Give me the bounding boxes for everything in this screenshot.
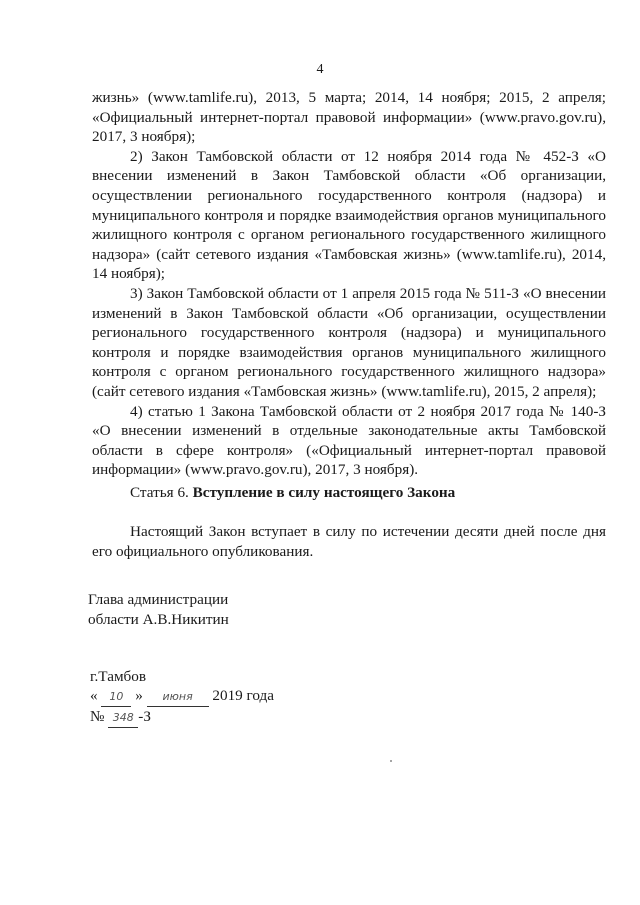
number-suffix: -З — [138, 708, 151, 725]
date-year: 2019 года — [212, 687, 275, 704]
date-day: 10 — [101, 687, 131, 707]
footer-number — [90, 707, 274, 728]
date-quote-close: » — [135, 687, 143, 704]
list-of-repealed-laws — [92, 88, 606, 480]
page-number: 4 — [316, 62, 324, 77]
date-quote-open: « — [90, 687, 98, 704]
date-month: июня — [147, 687, 209, 707]
signature-line-2: области А.В.Никитин — [88, 610, 229, 628]
footer-date — [90, 686, 274, 707]
article-heading — [130, 484, 610, 502]
signature-line-1: Глава администрации — [88, 591, 229, 608]
paragraph-0: жизнь» (www.tamlife.ru), 2013, 5 марта; 2014, 14 ноября; 2015, 2 апреля; «Официальный интернет-портал правовой информации» (www.pravo.gov.ru), 2017, 3 ноября); — [92, 89, 606, 146]
signature-block — [88, 590, 229, 629]
footer-city: г.Тамбов — [90, 668, 147, 685]
document-footer — [90, 667, 274, 728]
article-number: Статья 6. — [130, 484, 189, 501]
paragraph-1: 2) Закон Тамбовской области от 12 ноября 2014 года № 452-З «О внесении изменений в Закон Тамбовской области «Об организации, осуществлении регионального государственного контроля (надзора) и муниципального контроля и порядке взаимодействия органов муниципального жилищного контроля с органом регионального государственного жилищного надзора» (сайт сетевого издания «Тамбовская жизнь» (www.tamlife.ru), 2014, 14 ноября); — [92, 147, 606, 283]
paragraph-2: 3) Закон Тамбовской области от 1 апреля 2015 года № 511-З «О внесении изменений в Закон Тамбовской области «Об организации, осуществлении регионального государственного контроля (надзора) и муниципального контроля и порядке взаимодействия органов муниципального жилищного контроля с органом регионального государственного жилищного надзора» (сайт сетевого издания «Тамбовская жизнь» (www.tamlife.ru), 2015, 2 апреля); — [92, 284, 606, 400]
scan-speck — [390, 760, 392, 762]
paragraph-3: 4) статью 1 Закона Тамбовской области от 2 ноября 2017 года № 140-З «О внесении изменений в отдельные законодательные акты Тамбовской области в сфере контроля» («Официальный интернет-портал правовой информации» (www.pravo.gov.ru), 2017, 3 ноября). — [92, 402, 606, 479]
article-text: Настоящий Закон вступает в силу по истечении десяти дней после дня его официального опубликования. — [92, 523, 606, 560]
document-number: 348 — [108, 708, 138, 728]
number-prefix: № — [90, 708, 105, 725]
article-title: Вступление в силу настоящего Закона — [192, 484, 456, 501]
